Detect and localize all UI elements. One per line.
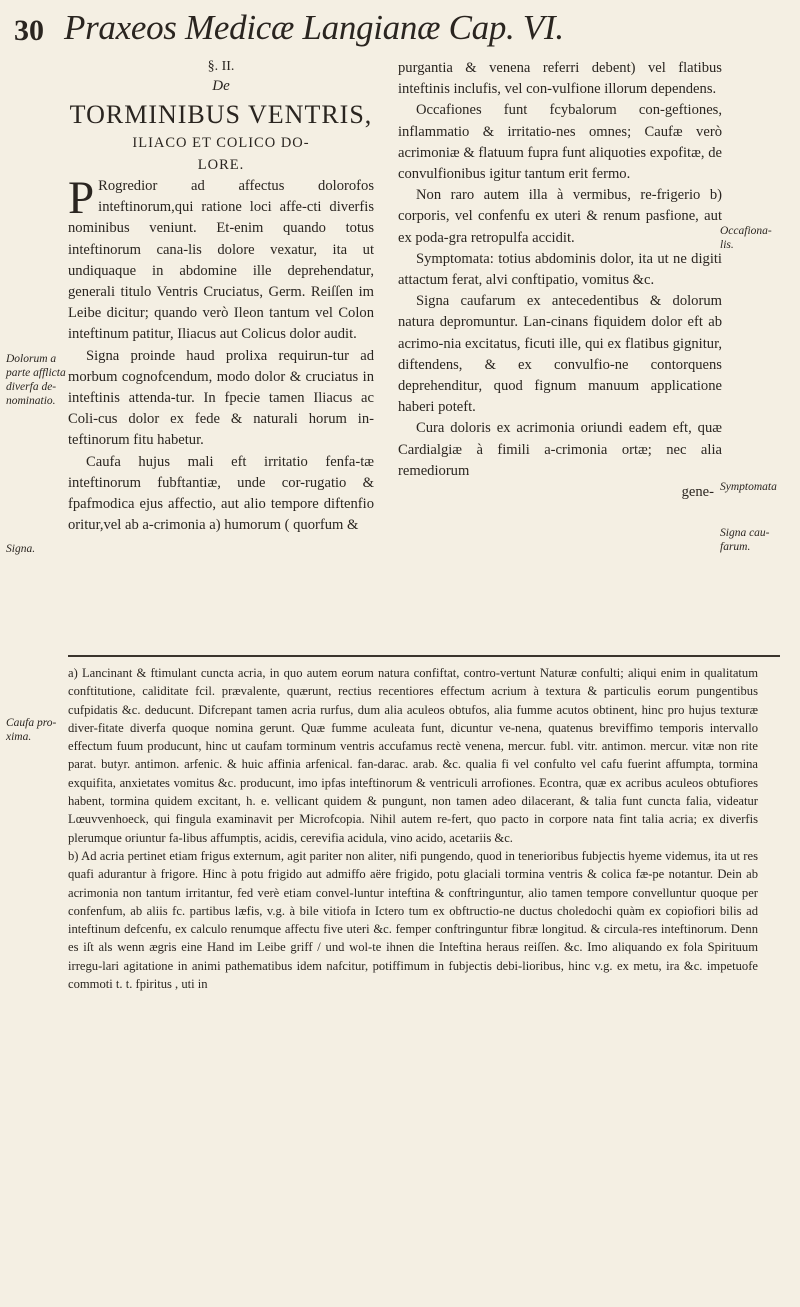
section-subtitle-2: LORE. — [197, 157, 245, 173]
right-paragraph-1: purgantia & venena referri debent) vel flatibus inteftinis inclufis, vel con-vulfione illorum dependens. — [398, 60, 722, 98]
page-header — [14, 6, 786, 50]
margin-note-causa: Caufa pro-xima. — [6, 717, 57, 743]
right-paragraph-5: Signa caufarum ex antecedentibus & dolorum natura depromuntur. Lan-cinans fiquidem dolor eft ab acrimo-nia excitatus, ficuti ille, qui ex flatibus gignitur, diftendens, & ex convulfio-ne contorquens deprehenditur, quod fignum manuum applicatione haberi poteft. — [398, 293, 722, 416]
running-head: Praxeos Medicæ Langianæ Cap. VI. — [64, 8, 564, 47]
left-column — [68, 58, 374, 536]
right-paragraph-4: Symptomata: totius abdominis dolor, ita ut ne digiti attactum ferat, alvi conftipatio, vomitus &c. — [398, 250, 722, 289]
footnotes — [68, 664, 758, 993]
left-paragraph-3: Caufa hujus mali eft irritatio fenfa-tæ inteftinorum fubftantiæ, unde cor-rugatio & fpafmodica ejus affectio, aut alio tempore diftenfio oritur,vel ab a-crimonia a) humorum ( quorfum & — [68, 453, 374, 534]
margin-note-signa-causarum: Signa cau-farum. — [720, 527, 770, 553]
catchword: gene- — [681, 484, 714, 501]
left-paragraph-2: Signa proinde haud prolixa requirun-tur ad morbum cognofcendum, modo dolor & cruciatus in inteftinis attenda-tur. In fpecie tamen Iliacus ac Coli-cus dolor ex fede & naturali horum in-teftinorum fitu habetur. — [68, 347, 374, 449]
drop-cap: P — [68, 172, 95, 224]
section-title: TORMINIBUS VENTRIS, — [69, 100, 373, 129]
footnote-a: a) Lancinant & ftimulant cuncta acria, in quo autem eorum natura confiftat, contro-vertunt Naturæ confulti; aliqui enim in qualitatum conftitutione, caliditate fcil. prævalente, quærunt, rectius recentiores effectum acrium à textura & particulis eorum pungentibus cufpidatis &c. deducunt. Difcrepant tamen acria rurfus, dum alia aculeos obtufos, alia fumme acutos obtinent, hinc pro hujus texturæ diver-fitate diverfa quoque nomina gerunt. Quæ fumme aculeata funt, dicuntur ve-nena, quatenus breviffimo temporis intervallo effectum fuum producunt, hinc ut caufam torminum ventris accufamus rectè venena, mercur. fubl. vitr. antimon. mercur. vitæ non rite parat. butyr. antimon. arfenic. & huic affinia arfenical. fan-darac. arab. &c. qualia fi vel confulto vel cafu fuerint affumpta, tormina exquifita, anxietates vomitus &c. producunt, imo ipfas inteftinorum & ventriculi arrofiones. Econtra, quæ ex acribus aculeos obtufiores habent, tormina quidem excitant, h. e. vellicant quidem & pungunt, non tamen adeo dilacerant, & talia funt cuncta falia, videatur Lœuvvenhoeck, qui fingula examinavit per Microfcopia. Nihil autem re-fert, quo pacto in corpore nata fint talia acria; ex diverfis plerumque oriuntur fa-libus affumptis, acidis, cerevifia acidula, vino acido, acetariis &c. — [68, 666, 758, 845]
section-number: §. II. — [207, 59, 235, 74]
right-paragraph-3: Non raro autem illa à vermibus, re-frigerio b) corporis, vel confenfu ex uteri & renum pasfione, aut ex poda-gra retropulfa accidit. — [398, 187, 722, 246]
margin-note-occasiona: Occafiona-lis. — [720, 225, 772, 251]
section-subtitle-1: ILIACO ET COLICO DO- — [132, 135, 310, 151]
right-paragraph-6: Cura doloris ex acrimonia oriundi eadem eft, quæ Cardialgiæ à fimili a-crimonia ortæ; nec alia remediorum — [398, 420, 722, 479]
section-de: De — [212, 78, 230, 94]
margin-note-dolorum: Dolorum a parte afflicta diverfa de-nominatio. — [6, 353, 66, 407]
left-paragraph-1 — [68, 172, 374, 346]
footnote-b: b) Ad acria pertinet etiam frigus externum, agit pariter non aliter, nifi pungendo, quod in tenerioribus fubjectis hyeme videmus, ita ut res quafi adurantur à frigore. Hinc à potu frigido aut admiffo aëre frigido, potu glaciali tormina ventris & colica fæ-pe notantur. Dein ab acrimonia non tantum irritantur, fed verè etiam convel-luntur inteftina & conftringuntur, alio tamen tempore convelluntur quoque per confenfum, ab aliis fc. partibus læfis, v.g. à bile vitiofa in Ictero tum ex obftructio-ne ductus choledochi quàm ex copiofiori bilis ad inteftinum defcenfu, ex calculo renumque affectu five uteri &c. femper conftringuntur fibræ longitud. & circula-res inteftinorum. Denn es iſt als wenn ægris eine Hand im Leibe griff / und wol-te ihnen die Inteftina heraus reiſſen. &c. Imo aliquando ex fola Spirituum irregu-lari agitatione in animi pathematibus idem nafcitur, potiffimum in fubjectis debi-lioribus, hinc v.g. ex metu, ira &c. impetuofe commoti t. t. fpiritus , uti in — [68, 848, 758, 992]
page-number: 30 — [14, 14, 44, 47]
margin-note-signa: Signa. — [6, 543, 36, 555]
footnote-rule — [68, 655, 780, 657]
margin-note-symptomata: Symptomata — [720, 481, 777, 493]
left-paragraph-1-text: Rogredior ad affectus dolorofos inteftinorum,qui ratione loci affe-cti diverfis nominibus veniunt. Et-enim quando totus inteftinorum cana-lis dolore vexatur, ita ut undiquaque in abdomine ille deprehendatur, generali titulo Ventris Cruciatus, Germ. Reiſſen im Leibe dicitur; quando verò Ileon tantum vel Colon inteftinum patitur, Iliacus aut Colicus dolor audit. — [68, 178, 374, 343]
right-column — [398, 58, 778, 503]
right-paragraph-2: Occafiones funt fcybalorum con-geftiones, inflammatio & irritatio-nes omnes; Caufæ verò acrimoniæ & flatuum fupra funt aliquoties expofitæ, de convulfionibus igitur tantum erit fermo. — [398, 102, 722, 183]
